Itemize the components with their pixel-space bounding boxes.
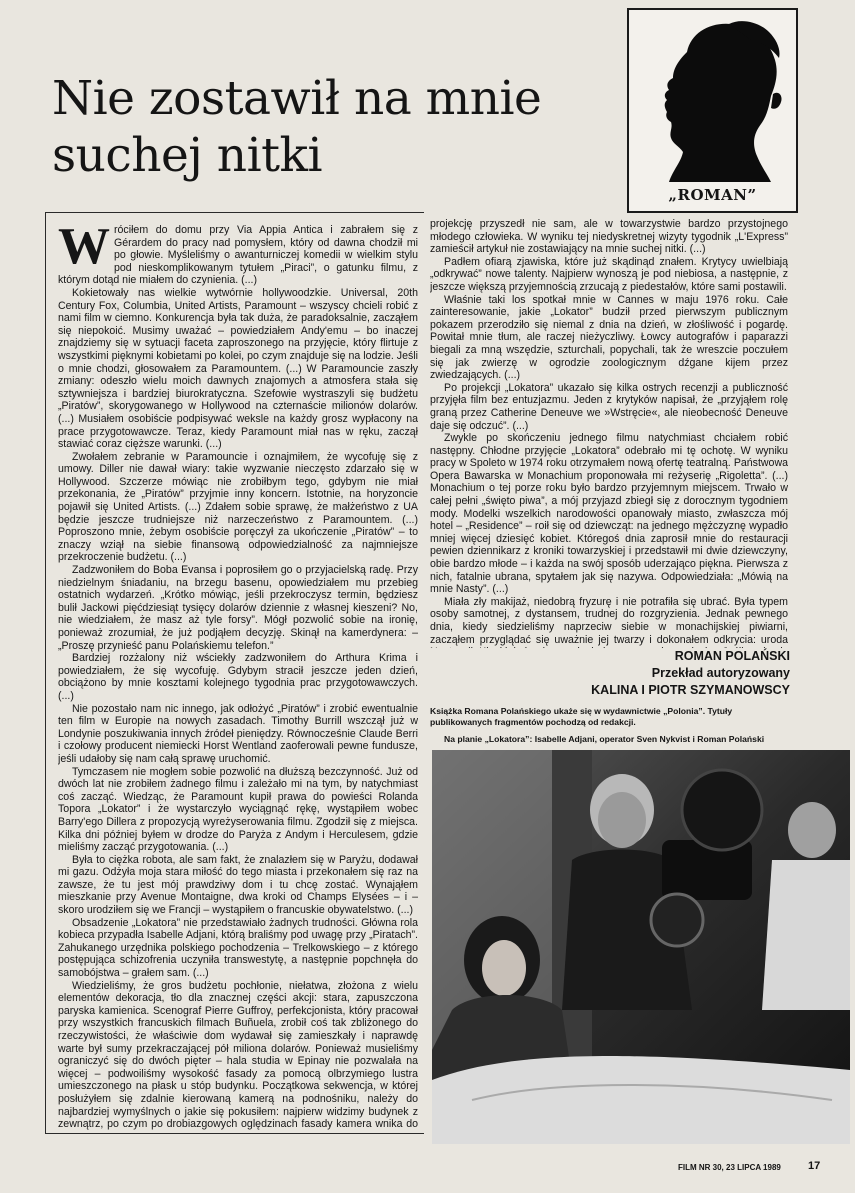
article-paragraph: Wiedzieliśmy, że gros budżetu pochłonie, niełatwa, złożona z wielu elementów dekoracja, tło dla znacznej części akcji: stara, zapuszczona paryska kamienica. Scenograf Pierre Guffroy, perfekcjonista, który pracował przy wszystkich francuskich filmach Buñuela, zrobił coś tak zbliżonego do rzeczywistości, że właściwie dom wydawał się zamieszkały i naprawdę warte był sumy przekraczającej pół miliona dolarów. Ponieważ musieliśmy ograniczyć się do dwóch pięter – hala studia w Epinay nie pozwalała na więcej – podwoiliśmy wysokość fasady za pomocą olbrzymiego lustra umieszczonego na płask u stóp budynku. Początkowa sekwencja, w której posłużyłem się zdalnie kierowaną kamerą na podnośniku, należy do najbardziej wymyślnych o jakie się pokusiłem: najpierw widzimy budynek z zewnątrz, po czym po drobiazgowych oględzinach fasady kamera wnika do bbox=[58, 979, 418, 1130]
article-column-1 bbox=[58, 224, 418, 1130]
article-paragraph: Kokietowały nas wielkie wytwórnie hollywoodzkie. Universal, 20th Century Fox, Columbia, United Artists, Paramount – wszyscy chcieli robić z nami film w ciemno. Konkurencja była tak duża, że paradoksalnie, zacząłem się niepokoić. Musimy uważać – powiedziałem Andy'emu – bo inaczej znajdziemy się w sytuacji faceta zaproszonego na przyjęcie, który flirtuje z wszystkimi pięknymi kobietami po kolei, po czym znajduje się na lodzie. Jeśli o mnie chodzi, głosowałem za Paramountem. (...) W Paramouncie zaszły zmiany: odeszło wielu moich dawnych znajomych a atmosfera stała się sztywniejsza i bardziej biurokratyczna. Szefowie wystraszyli się budżetu „Piratów”, skorygowanego w Hollywood na czternaście milionów dolarów. (...) Musiałem osobiście podpisywać weksle na każdy grosz wypłacony na prace przygotowawcze. Teraz, kiedy Paramount miał nas w ręku, zaczął stawiać coraz cięższe warunki. (...) bbox=[58, 286, 418, 451]
article-paragraph: Zwykle po skończeniu jednego filmu natychmiast chciałem robić następny. Chłodne przyjęcie „Lokatora” odebrało mi tę ochotę. W wyniku pracy w Spoleto w 1974 roku otrzymałem nową ofertę teatralną. Państwowa Opera Bawarska w Monachium proponowała mi reżyserię „Rigoletta”. (...) Monachium o tej porze roku było bardzo przyjemnym miejscem. Trwało w całej pełni „święto piwa”, a mój przyjazd zbiegł się z dorocznym tygodniem mody. Modelki wszelkich narodowości opanowały miasto, zwłaszcza mój hotel – „Residence” – roił się od dziewcząt: na jednego mężczyznę wypadło mniej więcej dziesięć kobiet. Któregoś dnia zaprosił mnie do restauracji pewien dziennikarz z kroniki towarzyskiej i przedstawił mi dwie dziewczyny, obie bardzo młode – i każda na swój sposób uderzająco piękna. Pierwsza z nich, fatalnie ubrana, spytałem jak się nazywa. Odpowiedziała: „Mówią na mnie Nasty”. (...) bbox=[430, 432, 788, 596]
article-paragraph: Tymczasem nie mogłem sobie pozwolić na dłuższą bezczynność. Już od dwóch lat nie zrobiłem żadnego filmu i zależało mi na tym, by natychmiast coś zacząć. Wiedząc, że Paramount kupił prawa do powieści Rolanda Topora „Lokator” i że wystarczyło wyciągnąć rękę, wystąpiłem wobec Barry'ego Dillera z propozycją wyreżyserowania filmu. Zgodził się z miejsca. Kilka dni później byłem w drodze do Paryża z Andym i Herculesem, gdzie mieliśmy zacząć przygotowania. (...) bbox=[58, 765, 418, 854]
article-paragraph: Zwołałem zebranie w Paramouncie i oznajmiłem, że wycofuję się z umowy. Diller nie dawał wiary: takie wyzwanie nieczęsto zdarzało się w Hollywood. Szczerze mówiąc nie zrobiłbym tego, gdybym nie miał przekonania, że „Piratów” przyjmie inny koncern. Istotnie, na horyzoncie pojawił się United Artists. (...) Zdałem sobie sprawę, że małżeństwo z UA będzie jeszcze trudniejsze niż narzeczeństwo z Paramountem. (...) Poproszono mnie, żebym osobiście poręczył za ukończenie „Piratów” – to znaczy wziął na siebie finansową odpowiedzialność za najmniejsze przekroczenie budżetu. (...) bbox=[58, 450, 418, 564]
author-name: ROMAN POLAŃSKI bbox=[674, 649, 790, 663]
publisher-note: Książka Romana Polańskiego ukaże się w wydawnictwie „Polonia”. Tytuły publikowanych fragmentów pochodzą od redakcji. bbox=[430, 706, 733, 727]
article-paragraph: Bardziej rozżalony niż wściekły zadzwoniłem do Arthura Krima i powiedziałem, że się wycofuję. Gdybym stracił jeszcze jeden dzień, obciążono by mnie kosztami kolejnego tygodnia prac przygotowawczych. (...) bbox=[58, 652, 418, 702]
article-paragraph: Padłem ofiarą zjawiska, które już skądinąd znałem. Krytycy uwielbiają „odkrywać” nowe talenty. Najpierw wynoszą je pod niebiosa, a następnie, z jeszcze większą przyjemnością zrzucają z piedestałów, które sami postawili. bbox=[430, 255, 788, 293]
translation-label: Przekład autoryzowany bbox=[651, 666, 790, 680]
issue-footer: FILM NR 30, 23 LIPCA 1989 bbox=[678, 1163, 781, 1172]
headline-line-1: Nie zostawił na mnie bbox=[52, 71, 542, 126]
drop-cap: W bbox=[58, 224, 110, 275]
signature-block bbox=[560, 648, 790, 699]
headline bbox=[52, 70, 612, 184]
article-paragraph: Właśnie taki los spotkał mnie w Cannes w maju 1976 roku. Całe zainteresowanie, jakie „Lokator” budził przed pierwszym publicznym pokazem przerodziło się niemal z dnia na dzień, w złośliwość i pogardę. Powitał mnie tłum, ale raczej nieżyczliwy. Łowcy autografów i paparazzi biegali za mną wszędzie, szturchali, popychali, tak że wreszcie poczułem się jak zwierzę w ogrodzie zoologicznym dźgane kijem przez zwiedzających. (...) bbox=[430, 293, 788, 382]
portrait-caption: „ROMAN” bbox=[668, 186, 757, 204]
article-paragraph: Miała zły makijaż, niedobrą fryzurę i nie potrafiła się ubrać. Była typem osoby samotnej, z dystansem, trudnej do rozgryzienia. Jednak pewnego dnia, kiedy siedzieliśmy naprzeciw siebie w monachijskiej piwiarni, zacząłem przyglądać się uważnie jej twarzy i dokonałem odkrycia: uroda bbox=[430, 595, 788, 646]
article-paragraph: Była to ciężka robota, ale sam fakt, że znalazłem się w Paryżu, dodawał mi gazu. Odżyła moja stara miłość do tego miasta i przekonałem się raz na zawsze, że tu jest mój prawdziwy dom i tu chcę zostać. Wynająłem mieszkanie przy Avenue Montaigne, dwa kroki od Champs Elysées – i – skoro urodziłem się we Francji – wystąpiłem o francuskie obywatelstwo. (...) bbox=[58, 853, 418, 917]
article-paragraph: Obsadzenie „Lokatora” nie przedstawiało żadnych trudności. Główna rola kobieca przypadła Isabelle Adjani, którą braliśmy pod uwagę przy „Piratach”. Zahukanego urzędnika polskiego pochodzenia – Trelkowskiego – z którego postępująca schizofrenia uczyniła transwestytę, a następnie popchnęła do samobójstwa – grałem sam. (...) bbox=[58, 916, 418, 980]
film-set-photo bbox=[432, 750, 850, 1144]
article-paragraph: projekcję przyszedł nie sam, ale w towarzystwie bardzo przystojnego młodego człowieka. W wyniku tej niedyskretnej wizyty tygodnik „L'Express” zamieścił artykuł nie zostawiający na mnie suchej nitki. (...) bbox=[430, 218, 788, 256]
silhouette-portrait-icon bbox=[629, 10, 796, 185]
article-paragraph: Zadzwoniłem do Boba Evansa i poprosiłem go o przyjacielską radę. Przy niedzielnym śniadaniu, na brzegu basenu, opowiedziałem mu przebieg ostatnich wydarzeń. „Krótko mówiąc, jeśli przekroczysz termin, będziesz bulił Jackowi pięćdziesiąt tysięcy dolarów dziennie z własnej kieszeni? No, nie wiedziałem, że masz aż tyle forsy”. Mógł pozwolić sobie na ironię, ponieważ zrozumiał, że już podjąłem decyzję. Skinął na kamerdynera: – „Proszę przynieść panu Polańskiemu telefon.” bbox=[58, 564, 418, 652]
portrait-box bbox=[627, 8, 798, 213]
headline-line-2: suchej nitki bbox=[52, 128, 323, 183]
article-paragraph: Nie pozostało nam nic innego, jak odłożyć „Piratów” i zrobić ewentualnie ten film w Europie na nowych zasadach. Timothy Burrill wszczął już w Londynie poszukiwania innych źródeł pieniędzy. Równocześnie Claude Berri i czołowy producent niemiecki Horst Wentland zaoferowali pewne fundusze, jeśli udałoby się nam całą sprawę uruchomić. bbox=[58, 702, 418, 765]
translators-name: KALINA I PIOTR SZYMANOWSCY bbox=[591, 683, 790, 697]
article-column-2 bbox=[430, 218, 788, 648]
page-number: 17 bbox=[808, 1160, 821, 1172]
photo-caption: Na planie „Lokatora”: Isabelle Adjani, operator Sven Nykvist i Roman Polański bbox=[444, 734, 765, 744]
article-paragraph: Po projekcji „Lokatora” ukazało się kilka ostrych recenzji a publiczność przyjęła film bez entuzjazmu. Jeden z krytyków napisał, że „przyjąłem rolę graną przez Catherine Deneuve we »Wstręcie«, ale nieobecność Deneuve daje się odczuć”. (...) bbox=[430, 381, 788, 432]
film-set-photo-illustration bbox=[432, 750, 850, 1144]
article-paragraph: Wróciłem do domu przy Via Appia Antica i zabrałem się z Gérardem do pracy nad pomysłem, który od dawna chodził mi po głowie. Myśleliśmy o awanturniczej komedii w wielkim stylu pod nieskomplikowanym tytułem „Piraci”, o gatunku filmu, z którym dotąd nie miałem do czynienia. (...) bbox=[58, 224, 418, 287]
